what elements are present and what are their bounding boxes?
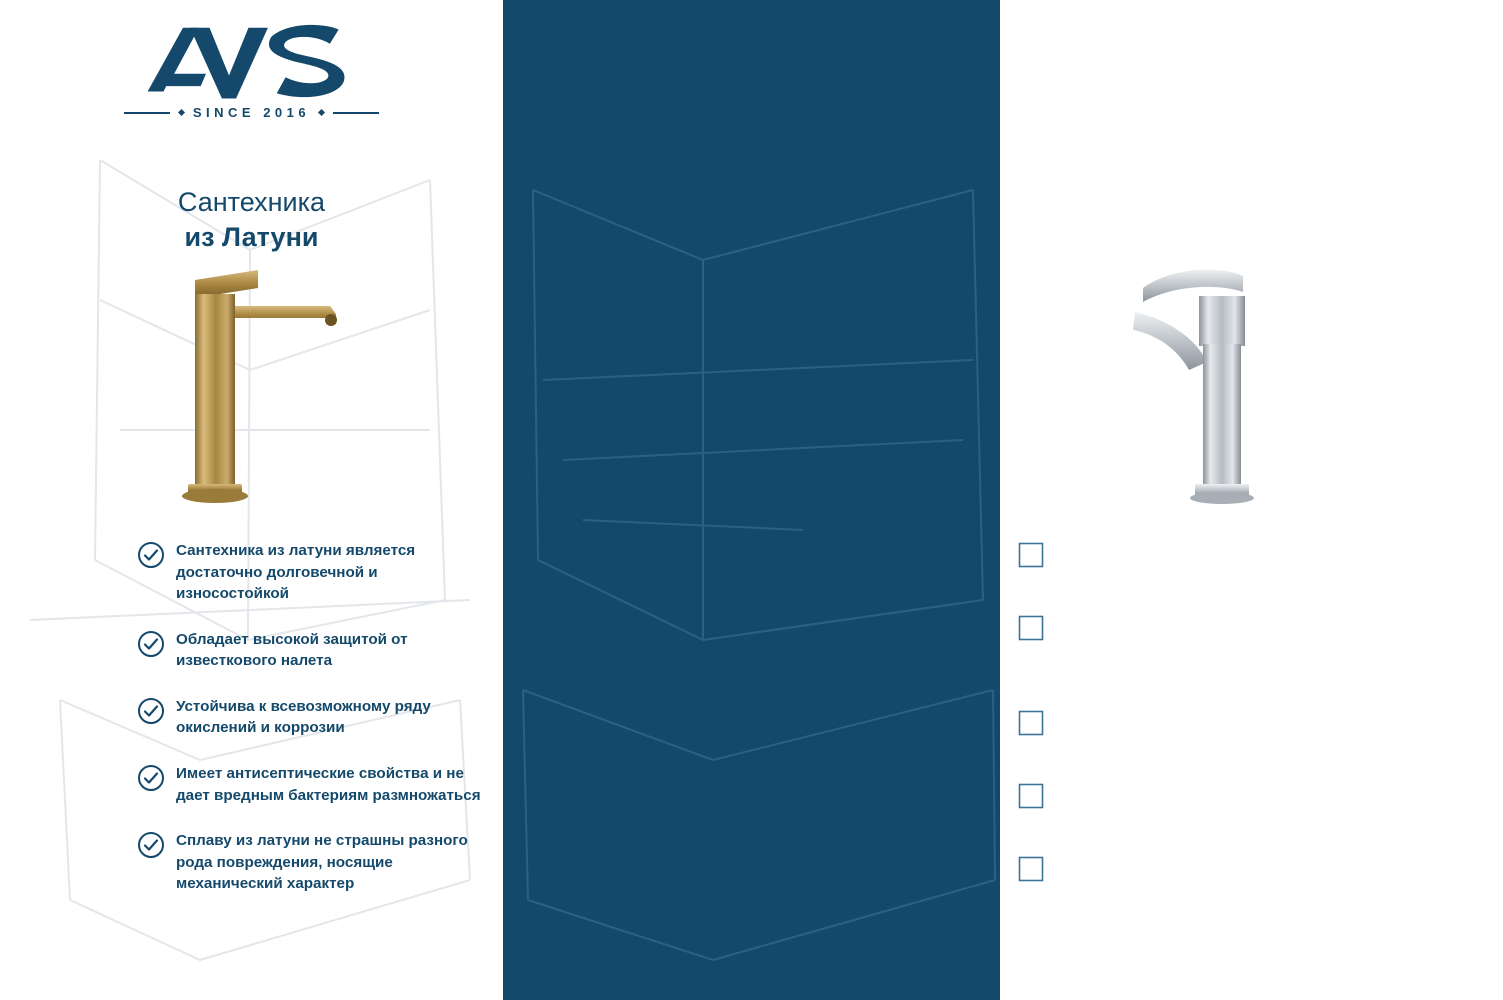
left-panel xyxy=(0,0,503,1000)
tagline-rule-left xyxy=(124,112,170,114)
right-panel xyxy=(503,0,1393,1000)
list-item-label: Сантехника из нержавейки склонна к загрязнению и нуждается в регулярной чистке xyxy=(1056,615,1356,676)
cross-square-icon xyxy=(1018,783,1044,809)
left-feature-list xyxy=(138,540,488,919)
list-item xyxy=(1018,613,1378,678)
logo xyxy=(0,18,503,143)
cross-square-icon xyxy=(1018,542,1044,568)
steel-faucet-image xyxy=(1103,258,1333,528)
list-item xyxy=(138,629,488,672)
tagline-dot-right xyxy=(318,109,325,116)
right-subtitle-line2: нержавеющей стали xyxy=(1116,221,1393,252)
tagline-dot-left xyxy=(178,109,185,116)
left-subtitle-line1: Сантехника xyxy=(177,187,326,217)
check-circle-icon xyxy=(138,765,164,791)
right-title xyxy=(1006,22,1503,123)
list-item xyxy=(1018,854,1378,919)
list-item-label: Обладает высокой защитой от известкового налета xyxy=(176,630,408,670)
right-title-line1: Другие xyxy=(1180,21,1329,72)
list-item-label: Не всегда присутствует надлежащая антикоррозионная защита xyxy=(1056,709,1334,749)
list-item xyxy=(138,830,488,895)
list-item xyxy=(1018,708,1378,751)
background-sketch-right xyxy=(503,0,1000,1000)
check-circle-icon xyxy=(138,542,164,568)
list-item-label: Сантехника из латуни является достаточно долговечной и износостойкой xyxy=(176,542,416,603)
list-item-label: Устойчива к всевозможному ряду окислений и коррозии xyxy=(176,697,431,737)
list-item xyxy=(138,696,488,739)
list-item xyxy=(138,540,488,605)
list-item-label: Царапины или потертости могут появляться на сантехнике из-за частого контактирования xyxy=(1056,856,1360,917)
check-circle-icon xyxy=(138,631,164,657)
list-item-label: Не долговечена, подлежит замене через несколько лет xyxy=(1056,542,1361,581)
check-circle-icon xyxy=(138,698,164,724)
list-item xyxy=(138,763,488,806)
tagline-rule-right xyxy=(333,112,379,114)
list-item xyxy=(1018,781,1378,824)
right-subtitle-line1: Сантехника из xyxy=(1163,187,1346,217)
list-item-label: Сплаву из латуни не страшны разного рода повреждения, носящие механический характер xyxy=(176,832,468,893)
left-subtitle-line2: из Латуни xyxy=(184,221,319,252)
right-title-line2: бренды xyxy=(1173,71,1336,123)
logo-tagline-text: SINCE 2016 xyxy=(192,105,311,120)
brass-faucet-image xyxy=(150,258,380,528)
left-subtitle xyxy=(0,185,503,254)
cross-square-icon xyxy=(1018,615,1044,641)
right-feature-list xyxy=(1018,540,1378,949)
right-subtitle xyxy=(1006,185,1503,254)
check-circle-icon xyxy=(138,832,164,858)
cross-square-icon xyxy=(1018,710,1044,736)
list-item xyxy=(1018,540,1378,583)
cross-square-icon xyxy=(1018,856,1044,882)
list-item-label: Не всегда есть антибактериальное покрытие xyxy=(1056,783,1320,822)
logo-tagline xyxy=(124,105,379,120)
list-item-label: Имеет антисептические свойства и не дает вредным бактериям размножаться xyxy=(176,765,481,804)
avs-logo-icon xyxy=(137,18,367,103)
